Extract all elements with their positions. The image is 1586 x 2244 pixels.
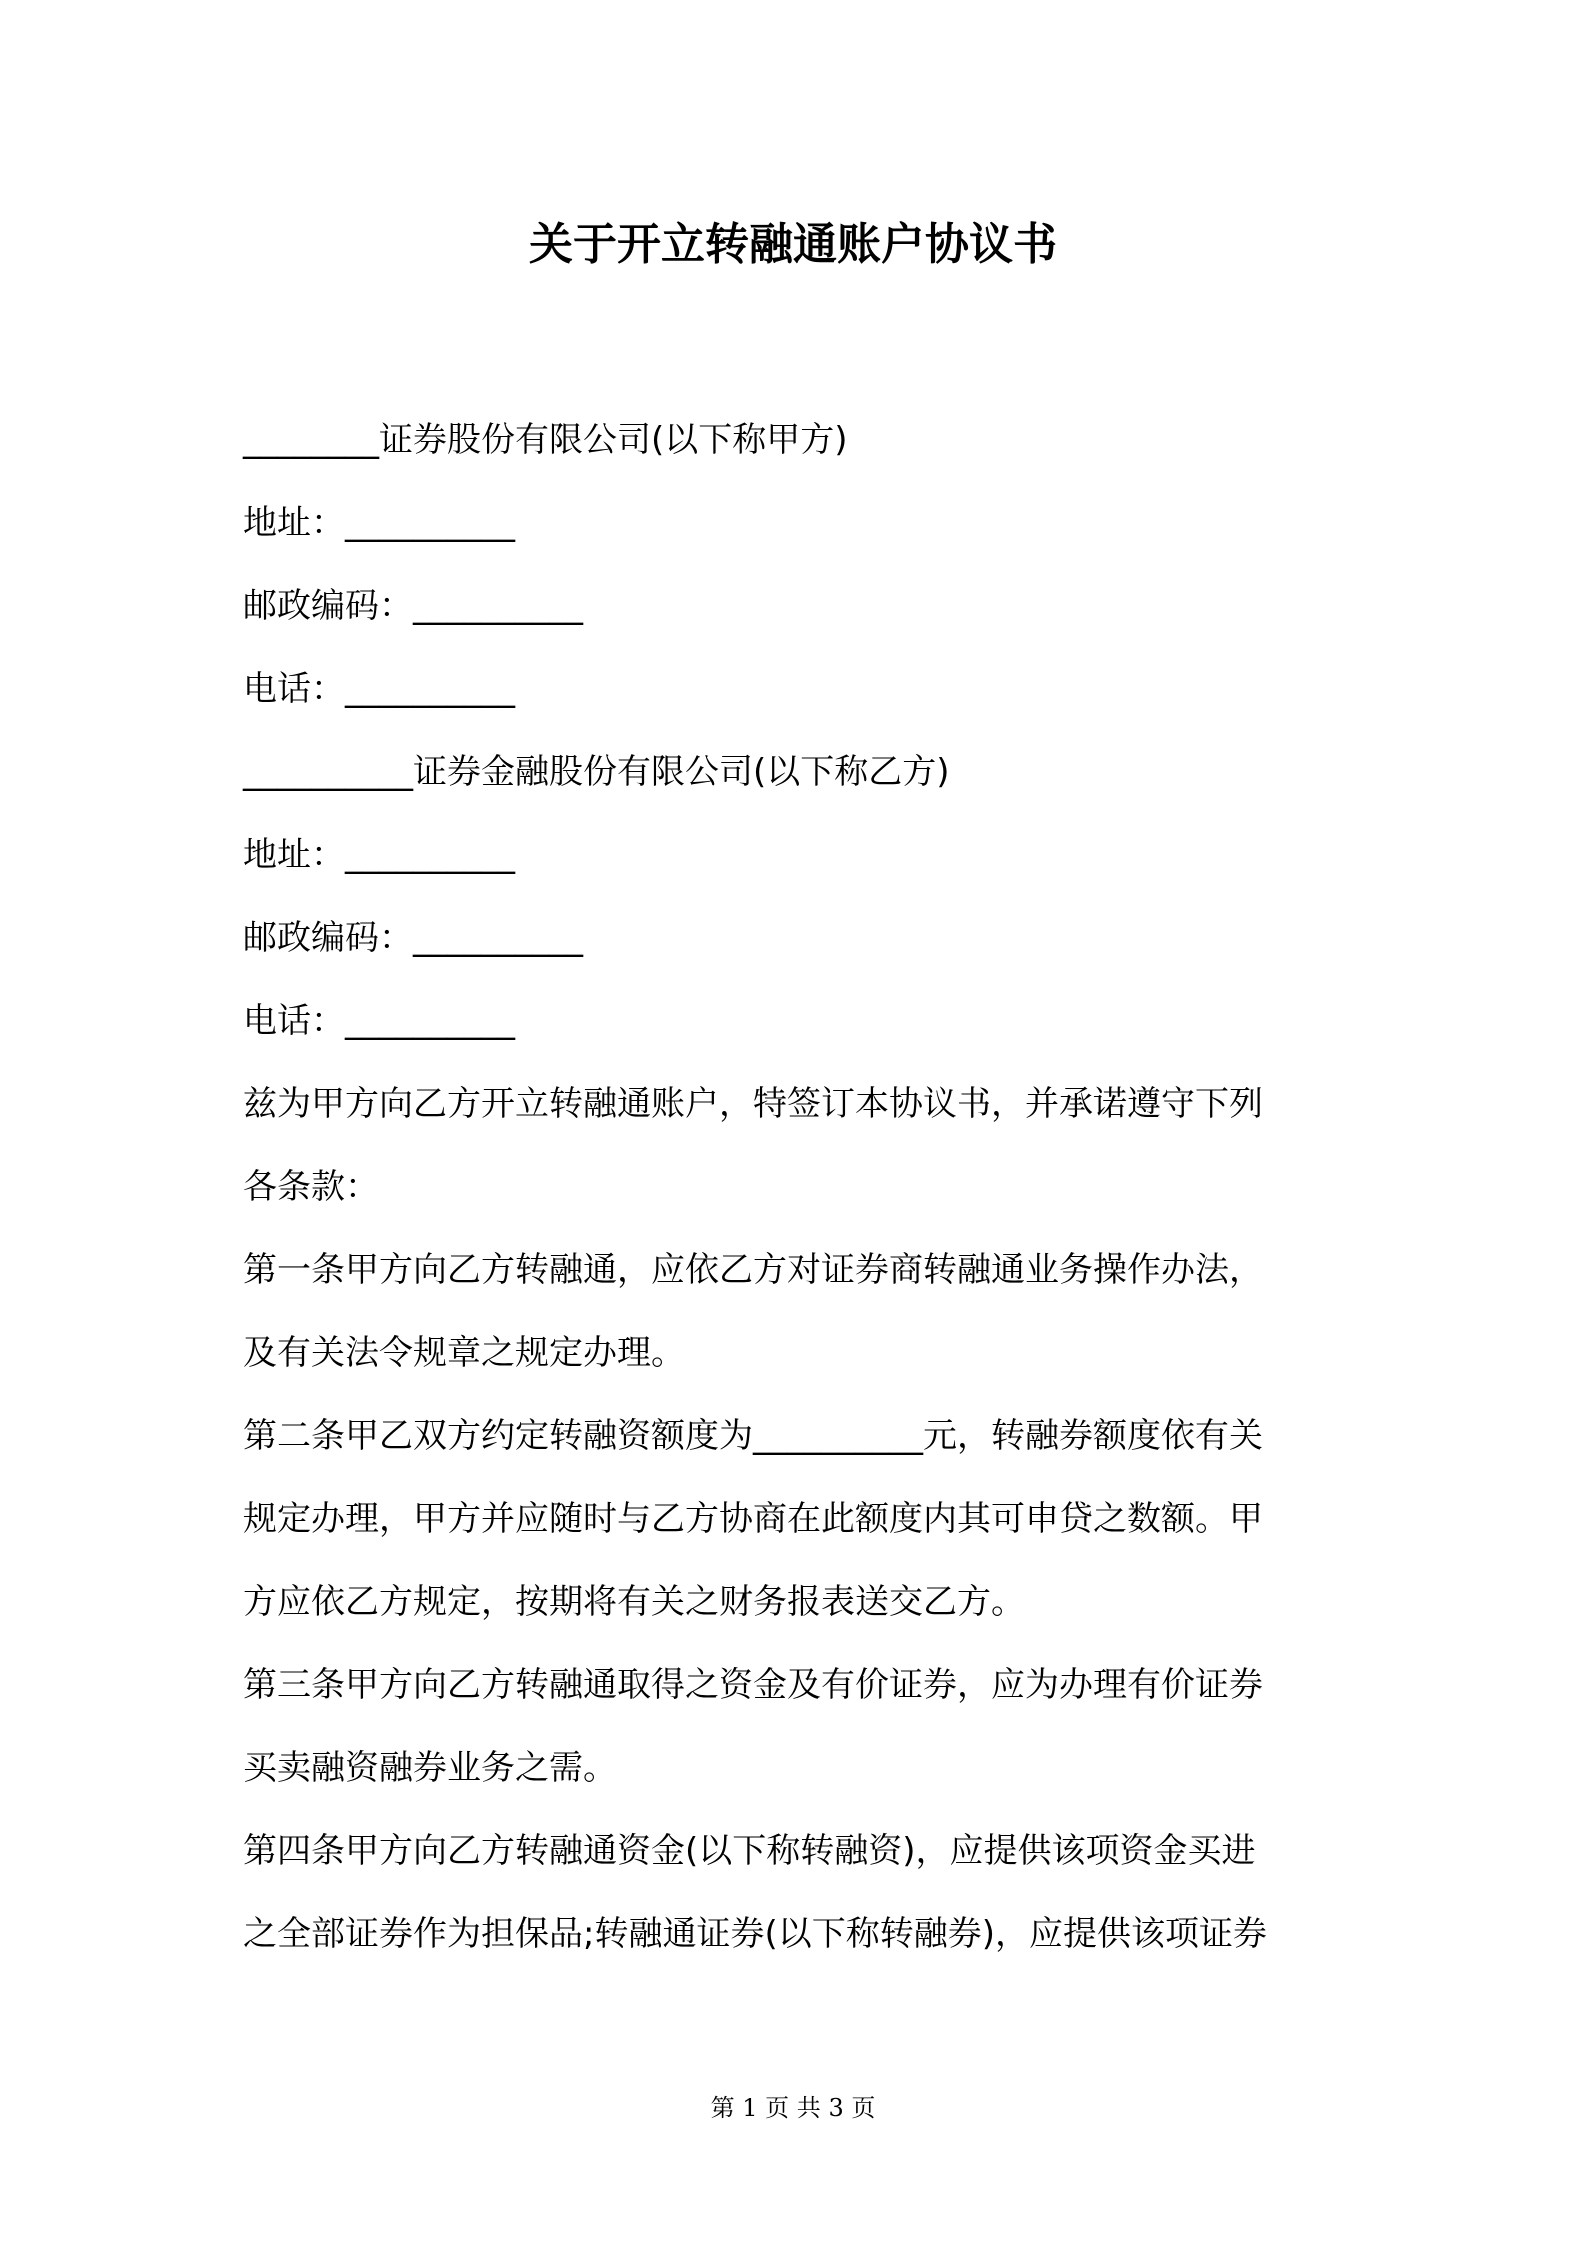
article-3-line-1: 第三条甲方向乙方转融通取得之资金及有价证券，应为办理有价证券 xyxy=(243,1665,1263,1705)
party-b-postcode: 邮政编码：__________ xyxy=(243,918,583,958)
article-2-line-1: 第二条甲乙双方约定转融资额度为__________元，转融券额度依有关 xyxy=(243,1416,1263,1456)
article-4-line-2: 之全部证券作为担保品;转融通证券(以下称转融券)，应提供该项证券 xyxy=(243,1914,1267,1954)
article-2-line-2: 规定办理，甲方并应随时与乙方协商在此额度内其可申贷之数额。甲 xyxy=(243,1499,1263,1539)
article-4-line-1: 第四条甲方向乙方转融通资金(以下称转融资)，应提供该项资金买进 xyxy=(243,1831,1256,1871)
party-b-address: 地址：__________ xyxy=(243,835,515,875)
preamble-line-2: 各条款： xyxy=(243,1167,379,1207)
article-1-line-1: 第一条甲方向乙方转融通，应依乙方对证券商转融通业务操作办法， xyxy=(243,1250,1263,1290)
party-b-phone: 电话：__________ xyxy=(243,1001,515,1041)
party-a-address: 地址：__________ xyxy=(243,503,515,543)
party-a-phone: 电话：__________ xyxy=(243,669,515,709)
article-3-line-2: 买卖融资融券业务之需。 xyxy=(243,1748,617,1788)
preamble-line-1: 兹为甲方向乙方开立转融通账户，特签订本协议书，并承诺遵守下列 xyxy=(243,1084,1263,1124)
article-1-line-2: 及有关法令规章之规定办理。 xyxy=(243,1333,685,1373)
party-b-name: __________证券金融股份有限公司(以下称乙方) xyxy=(243,752,950,792)
article-2-line-3: 方应依乙方规定，按期将有关之财务报表送交乙方。 xyxy=(243,1582,1025,1622)
page-number-footer: 第 1 页 共 3 页 xyxy=(710,2094,876,2122)
party-a-name: ________证券股份有限公司(以下称甲方) xyxy=(243,420,848,460)
document-title: 关于开立转融通账户协议书 xyxy=(529,219,1057,270)
party-a-postcode: 邮政编码：__________ xyxy=(243,586,583,626)
